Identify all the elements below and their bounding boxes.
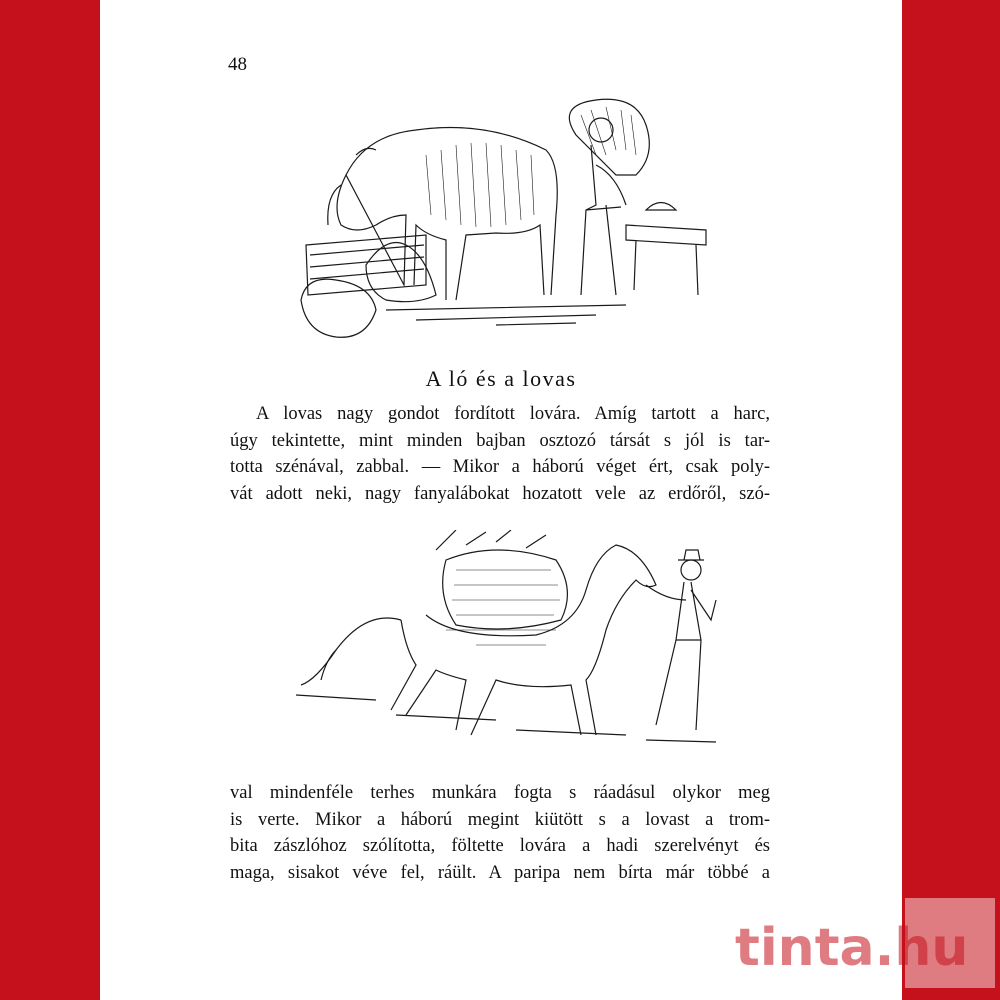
text-line: val mindenféle terhes munkára fogta s ráadásul olykor meg bbox=[230, 783, 770, 803]
watermark bbox=[735, 898, 995, 993]
paragraph-1 bbox=[230, 401, 770, 507]
text-line: maga, sisakot véve fel, ráült. A paripa nem bírta már többé a bbox=[230, 862, 770, 883]
loaded-horse-engraving bbox=[296, 530, 720, 755]
text-line: is verte. Mikor a háború megint kiütött s a lovast a trom- bbox=[230, 809, 770, 830]
illustration-horse-eating bbox=[296, 95, 720, 345]
text-line: úgy tekintette, mint minden bajban osztozó társát s jól is tar- bbox=[230, 430, 770, 451]
illustration-loaded-horse bbox=[296, 530, 720, 755]
text-line: totta szénával, zabbal. — Mikor a háború véget ért, csak poly- bbox=[230, 457, 770, 477]
paragraph-2 bbox=[230, 780, 770, 886]
watermark-text: tinta.hu bbox=[735, 918, 969, 978]
text-line: A lovas nagy gondot fordított lovára. Amíg tartott a harc, bbox=[256, 404, 770, 424]
chapter-title: A ló és a lovas bbox=[425, 366, 577, 391]
text-line: bita zászlóhoz szólította, föltette lovára a hadi szerelvényt és bbox=[230, 836, 770, 856]
text-line: vát adott neki, nagy fanyalábokat hozatott vele az erdőről, szó- bbox=[230, 483, 770, 504]
page-number: 48 bbox=[228, 54, 247, 75]
book-page bbox=[100, 0, 902, 1000]
horse-eating-engraving bbox=[296, 95, 720, 345]
